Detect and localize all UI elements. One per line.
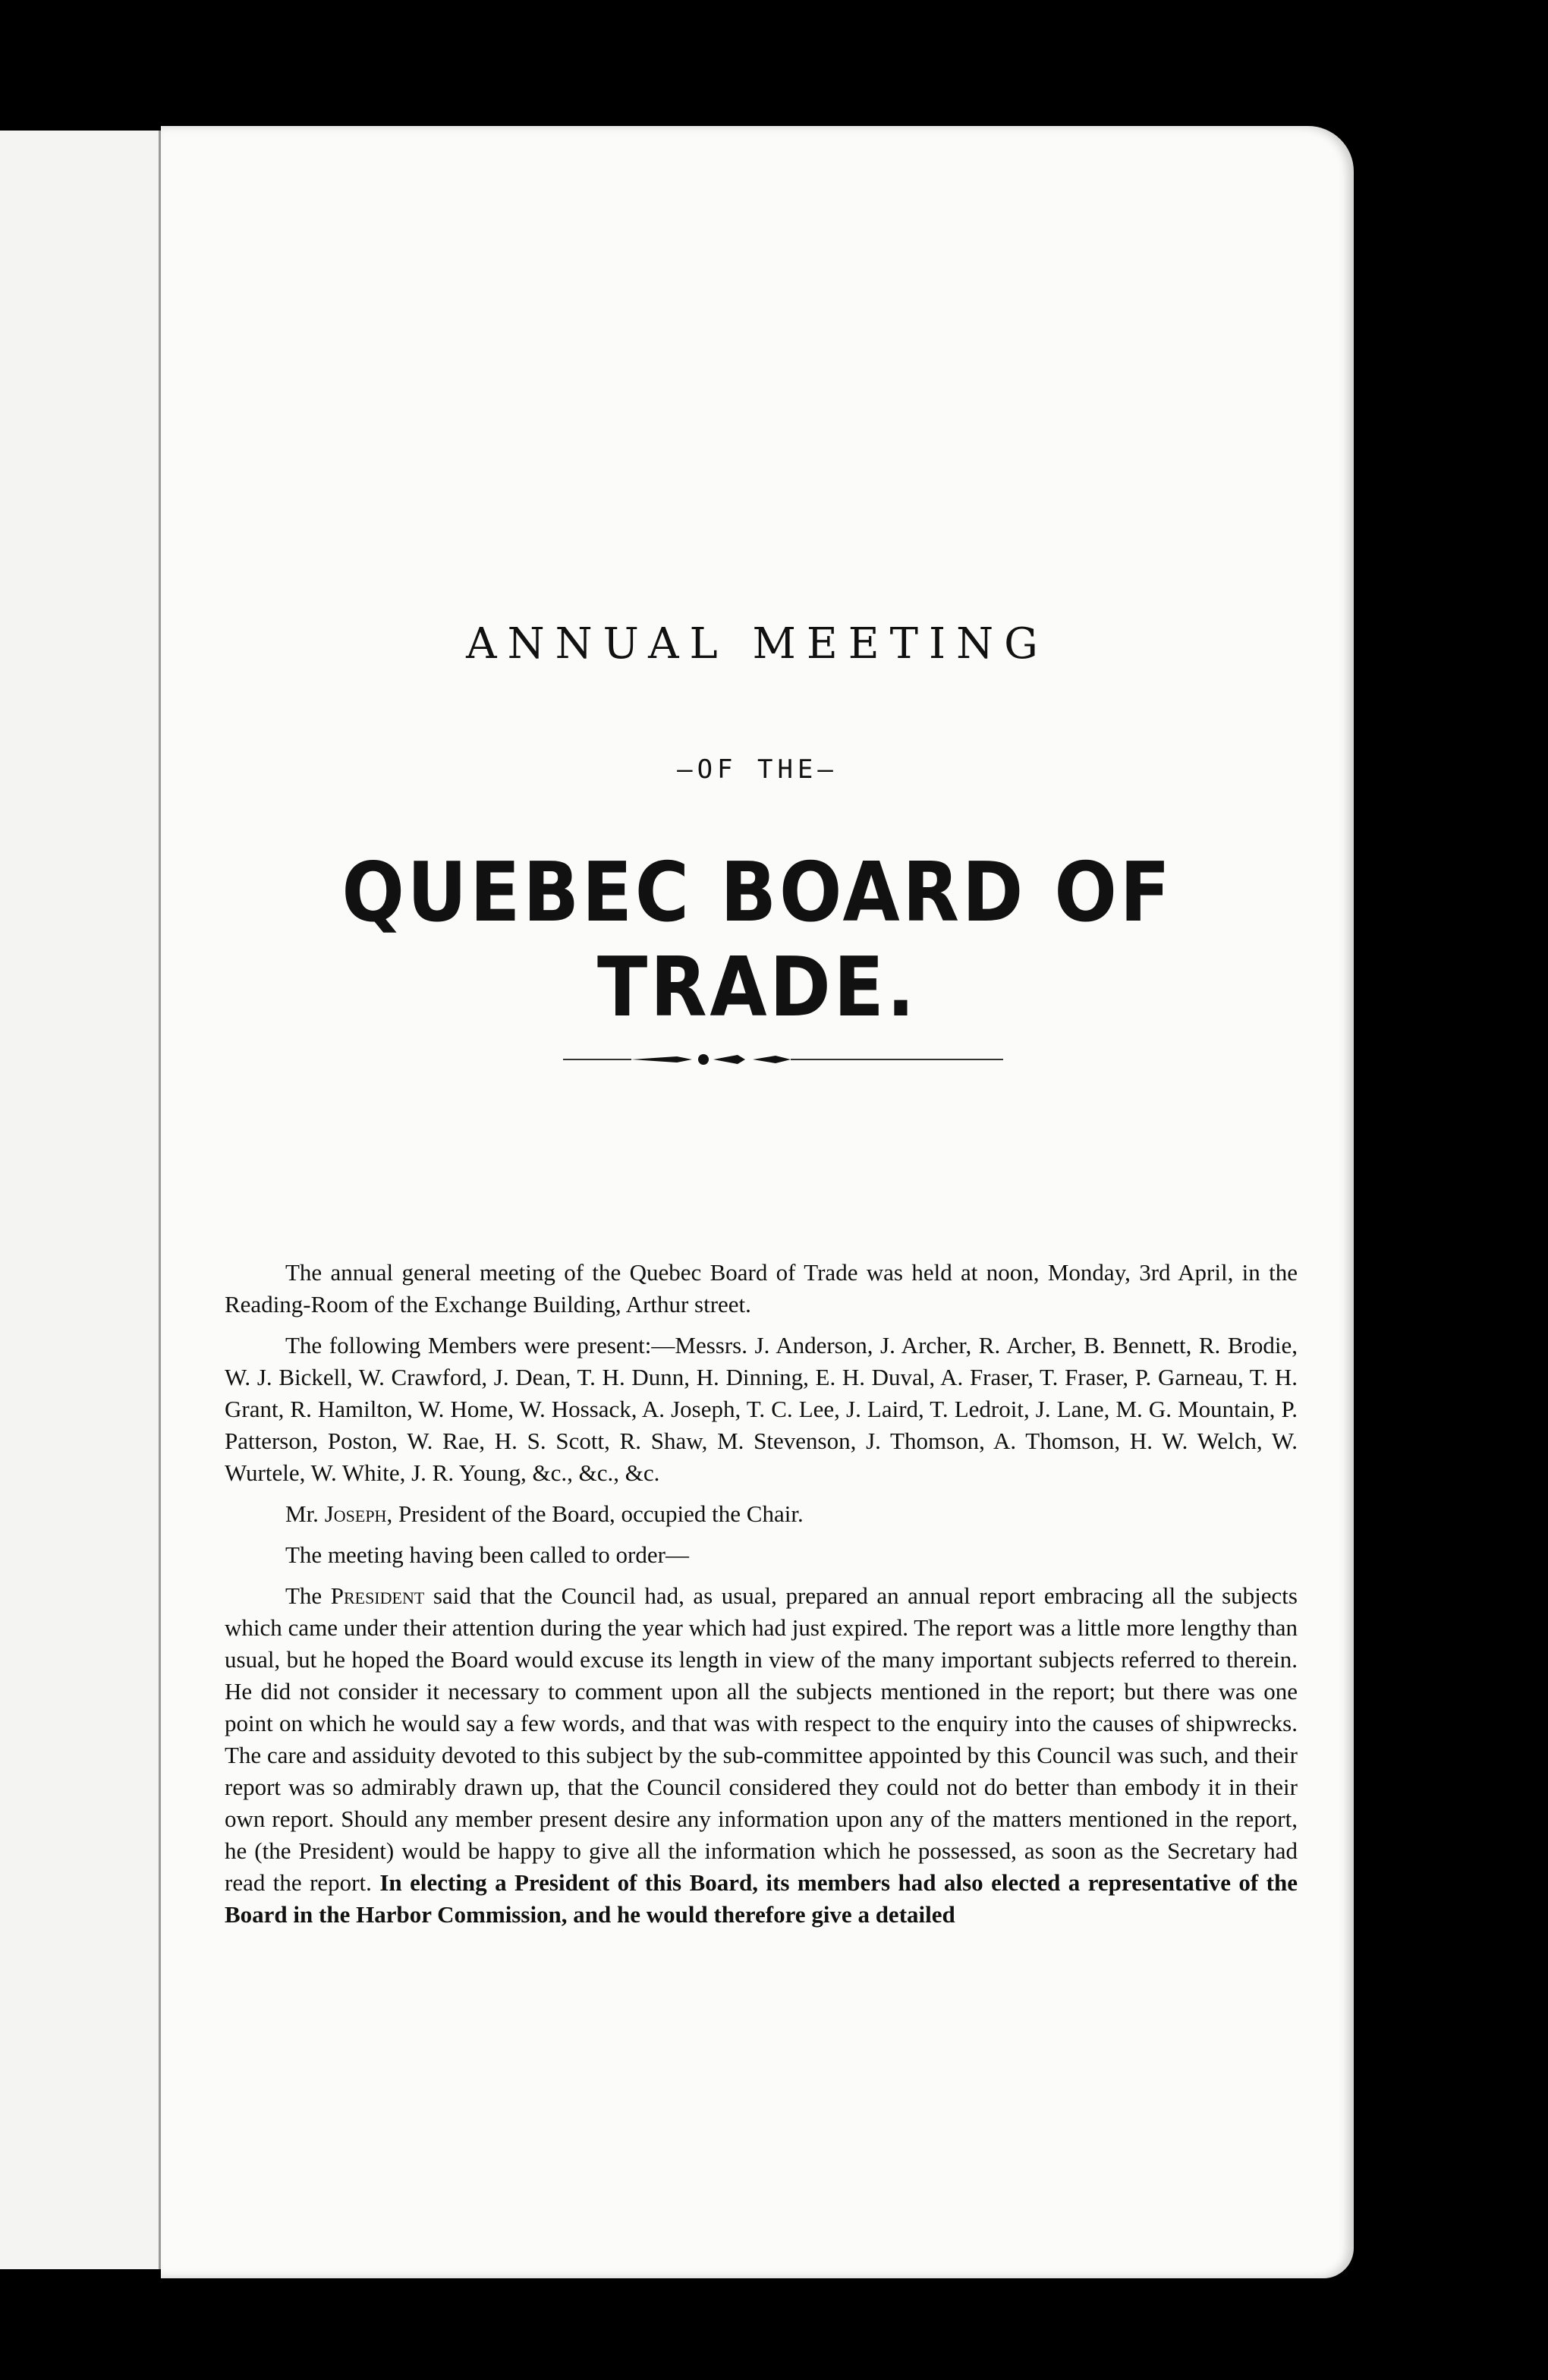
paragraph-chair	[225, 1498, 1298, 1530]
paragraph-meeting-held: The annual general meeting of the Quebec Board of Trade was held at noon, Monday, 3rd April, in the Reading-Room of the Exchange Building, Arthur street.	[225, 1259, 1298, 1318]
ornament-divider-icon	[563, 1044, 1003, 1075]
paragraph-president-remarks	[225, 1580, 1298, 1931]
president-name: President	[330, 1582, 425, 1609]
remarks-bold-text: In electing a President of this Board, its members had also elected a representative of the Board in the Harbor Commission, and he would therefore give a detailed	[225, 1869, 1298, 1928]
facing-page-edge	[0, 131, 161, 2269]
subtitle-of-the: —OF THE—	[677, 754, 838, 785]
paragraph-members-present: The following Members were present:—Messrs. J. Anderson, J. Archer, R. Archer, B. Bennett, R. Brodie, W. J. Bickell, W. Crawford, J. Dean, T. H. Dunn, H. Dinning, E. H. Duval, A. Fraser, T. Fraser, P. Garneau, T. H. Grant, R. Hamilton, W. Home, W. Hossack, A. Joseph, T. C. Lee, J. Laird, T. Ledroit, J. Lane, M. G. Mountain, P. Patterson, Poston, W. Rae, H. S. Scott, R. Shaw, M. Stevenson, J. Thomson, A. Thomson, H. W. Welch, W. Wurtele, W. White, J. R. Young, &c., &c., &c.	[225, 1332, 1298, 1486]
page-title: ANNUAL MEETING	[466, 619, 1049, 669]
chair-name: Joseph	[324, 1500, 387, 1527]
document-page	[161, 126, 1354, 2278]
remarks-text: said that the Council had, as usual, prepared an annual report embracing all the subjects which came under their attention during the year which had just expired. The report was a little more lengthy than usual, but he hoped the Board would excuse its length in view of the many important subjects referred to therein. He did not consider it necessary to comment upon all the subjects mentioned in the report; but there was one point on which he would say a few words, and that was with respect to the enquiry into the causes of shipwrecks. The care and assiduity devoted to this subject by the sub-committee appointed by this Council was such, and their report was so admirably drawn up, that the Council considered they could not do better than embody it in their own report. Should any member present desire any information upon any of the matters mentioned in the report, he (the President) would be happy to give all the information which he possessed, as soon as the Secretary had read the report.	[225, 1582, 1298, 1896]
chair-rest: , President of the Board, occupied the Chair.	[386, 1500, 804, 1527]
paragraph-called-to-order: The meeting having been called to order—	[285, 1541, 689, 1568]
body-text	[225, 1257, 1298, 1940]
chair-prefix: Mr.	[285, 1500, 325, 1527]
remarks-prefix: The	[285, 1582, 331, 1609]
organization-title: QUEBEC BOARD OF TRADE.	[341, 845, 1173, 1035]
